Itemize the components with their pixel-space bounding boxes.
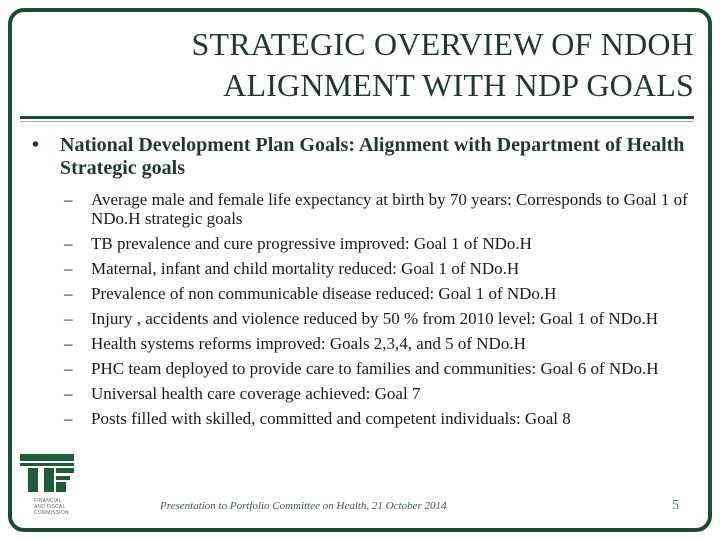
dash-icon: – (64, 409, 73, 428)
ffc-logo-icon (20, 454, 74, 492)
logo-caption-line-1: FINANCIAL (34, 498, 62, 504)
sub-point-text: Prevalence of non communicable disease reduced: Goal 1 of NDo.H (91, 284, 557, 303)
sub-point-item (64, 409, 696, 428)
sub-point-text: TB prevalence and cure progressive improved: Goal 1 of NDo.H (91, 234, 532, 253)
sub-point-text: Average male and female life expectancy at birth by 70 years: Corresponds to Goal 1 of NDo.H strategic goals (91, 190, 688, 228)
dash-icon: – (64, 190, 73, 209)
title-underline (20, 116, 694, 119)
dash-icon: – (64, 284, 73, 303)
sub-point-text: PHC team deployed to provide care to families and communities: Goal 6 of NDo.H (91, 359, 659, 378)
dash-icon: – (64, 359, 73, 378)
bullet-icon: • (32, 134, 40, 156)
sub-point-item (64, 234, 696, 253)
sub-point-item (64, 284, 696, 303)
dash-icon: – (64, 259, 73, 278)
logo-caption-line-2: AND FISCAL (34, 504, 66, 510)
footer-text: Presentation to Portfolio Committee on Health, 21 October 2014 (160, 500, 447, 512)
sub-point-text: Posts filled with skilled, committed and competent individuals: Goal 8 (91, 409, 571, 428)
dash-icon: – (64, 234, 73, 253)
title-underline-shadow (20, 121, 694, 122)
dash-icon: – (64, 384, 73, 403)
page-number: 5 (672, 498, 679, 513)
sub-point-list (64, 190, 696, 434)
dash-icon: – (64, 334, 73, 353)
slide-title (40, 24, 694, 106)
ffc-logo (20, 454, 74, 524)
sub-point-item (64, 359, 696, 378)
sub-point-item (64, 384, 696, 403)
logo-caption-line-3: COMMISSION (34, 510, 69, 516)
sub-point-item (64, 259, 696, 278)
dash-icon: – (64, 309, 73, 328)
sub-point-text: Health systems reforms improved: Goals 2,3,4, and 5 of NDo.H (91, 334, 526, 353)
sub-point-item (64, 309, 696, 328)
sub-point-text: Universal health care coverage achieved: Goal 7 (91, 384, 421, 403)
sub-point-text: Injury , accidents and violence reduced by 50 % from 2010 level: Goal 1 of NDo.H (91, 309, 658, 328)
sub-point-text: Maternal, infant and child mortality reduced: Goal 1 of NDo.H (91, 259, 520, 278)
sub-point-item (64, 334, 696, 353)
title-line-1: STRATEGIC OVERVIEW OF NDOH (191, 26, 694, 62)
title-line-2: ALIGNMENT WITH NDP GOALS (223, 67, 694, 103)
main-bullet-point (32, 134, 692, 180)
main-point-text: National Development Plan Goals: Alignment with Department of Health Strategic goals (60, 134, 685, 179)
sub-point-item (64, 190, 696, 228)
